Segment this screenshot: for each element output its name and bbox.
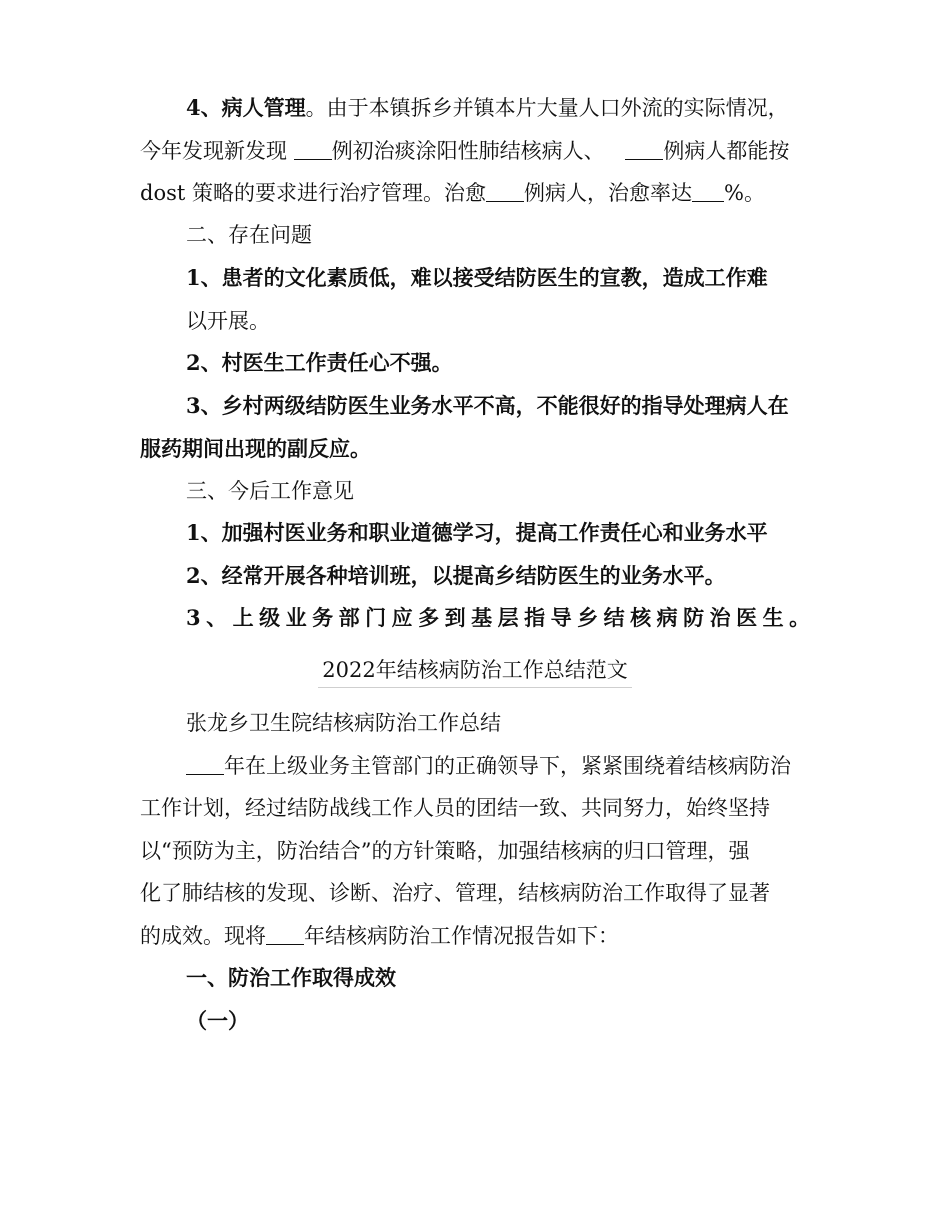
item4-label: 4、病人管理 (186, 95, 306, 120)
article-subtitle: 张龙乡卫生院结核病防治工作总结 (186, 711, 501, 735)
blank-field (625, 139, 663, 160)
blank-field (692, 181, 724, 202)
article-title: 2022年结核病防治工作总结范文 (0, 655, 950, 688)
opinion-item-3: 3、上级业务部门应多到基层指导乡结核病防治医生。 (186, 605, 816, 630)
opinion-item-1: 1、加强村医业务和职业道德学习，提高工作责任心和业务水平 (186, 520, 768, 545)
blank-field (266, 924, 304, 945)
blank-field (486, 181, 524, 202)
article-paragraph-line-3: 以“预防为主，防治结合”的方针策略，加强结核病的归口管理，强 (140, 839, 750, 863)
problem-item-2: 2、村医生工作责任心不强。 (186, 350, 453, 375)
item4-text: 。由于本镇拆乡并镇本片大量人口外流的实际情况， (305, 96, 789, 120)
blank-field (186, 754, 224, 775)
article-paragraph-line-2: 工作计划，经过结防战线工作人员的团结一致、共同努力，始终坚持 (140, 796, 770, 820)
item4-text: 今年发现新发现 (140, 139, 294, 163)
article-paragraph-line-4: 化了肺结核的发现、诊断、治疗、管理，结核病防治工作取得了显著 (140, 881, 770, 905)
blank-field (294, 139, 332, 160)
problem-item-3-continued: 服药期间出现的副反应。 (140, 436, 371, 461)
problem-item-1: 1、患者的文化素质低，难以接受结防医生的宣教，造成工作难 (186, 265, 768, 290)
section-heading-achievements: 一、防治工作取得成效 (186, 965, 396, 990)
article-paragraph-line-5: 的成效。现将 年结核病防治工作情况报告如下： (140, 924, 619, 948)
problem-item-1-continued: 以开展。 (186, 309, 270, 333)
opinion-item-2: 2、经常开展各种培训班，以提高乡结防医生的业务水平。 (186, 563, 726, 588)
item4-line-1 (186, 93, 820, 123)
subsection-label: （一） (186, 1008, 249, 1033)
item4-text: dost 策略的要求进行治疗管理。治愈 (140, 181, 486, 205)
item4-text: 例病人，治愈率达 (523, 181, 692, 205)
item4-line-3 (140, 178, 820, 208)
section-heading-opinions: 三、今后工作意见 (186, 479, 354, 503)
item4-text: %。 (723, 181, 765, 205)
article-paragraph-line-1: 年在上级业务主管部门的正确领导下，紧紧围绕着结核病防治 (186, 751, 820, 781)
problem-item-3: 3、乡村两级结防医生业务水平不高，不能很好的指导处理病人在 (186, 393, 789, 418)
section-heading-problems: 二、存在问题 (186, 223, 312, 247)
item4-text: 例病人都能按 (663, 139, 790, 163)
item4-line-2 (140, 136, 820, 166)
item4-text: 例初治痰涂阳性肺结核病人、 (331, 139, 612, 163)
